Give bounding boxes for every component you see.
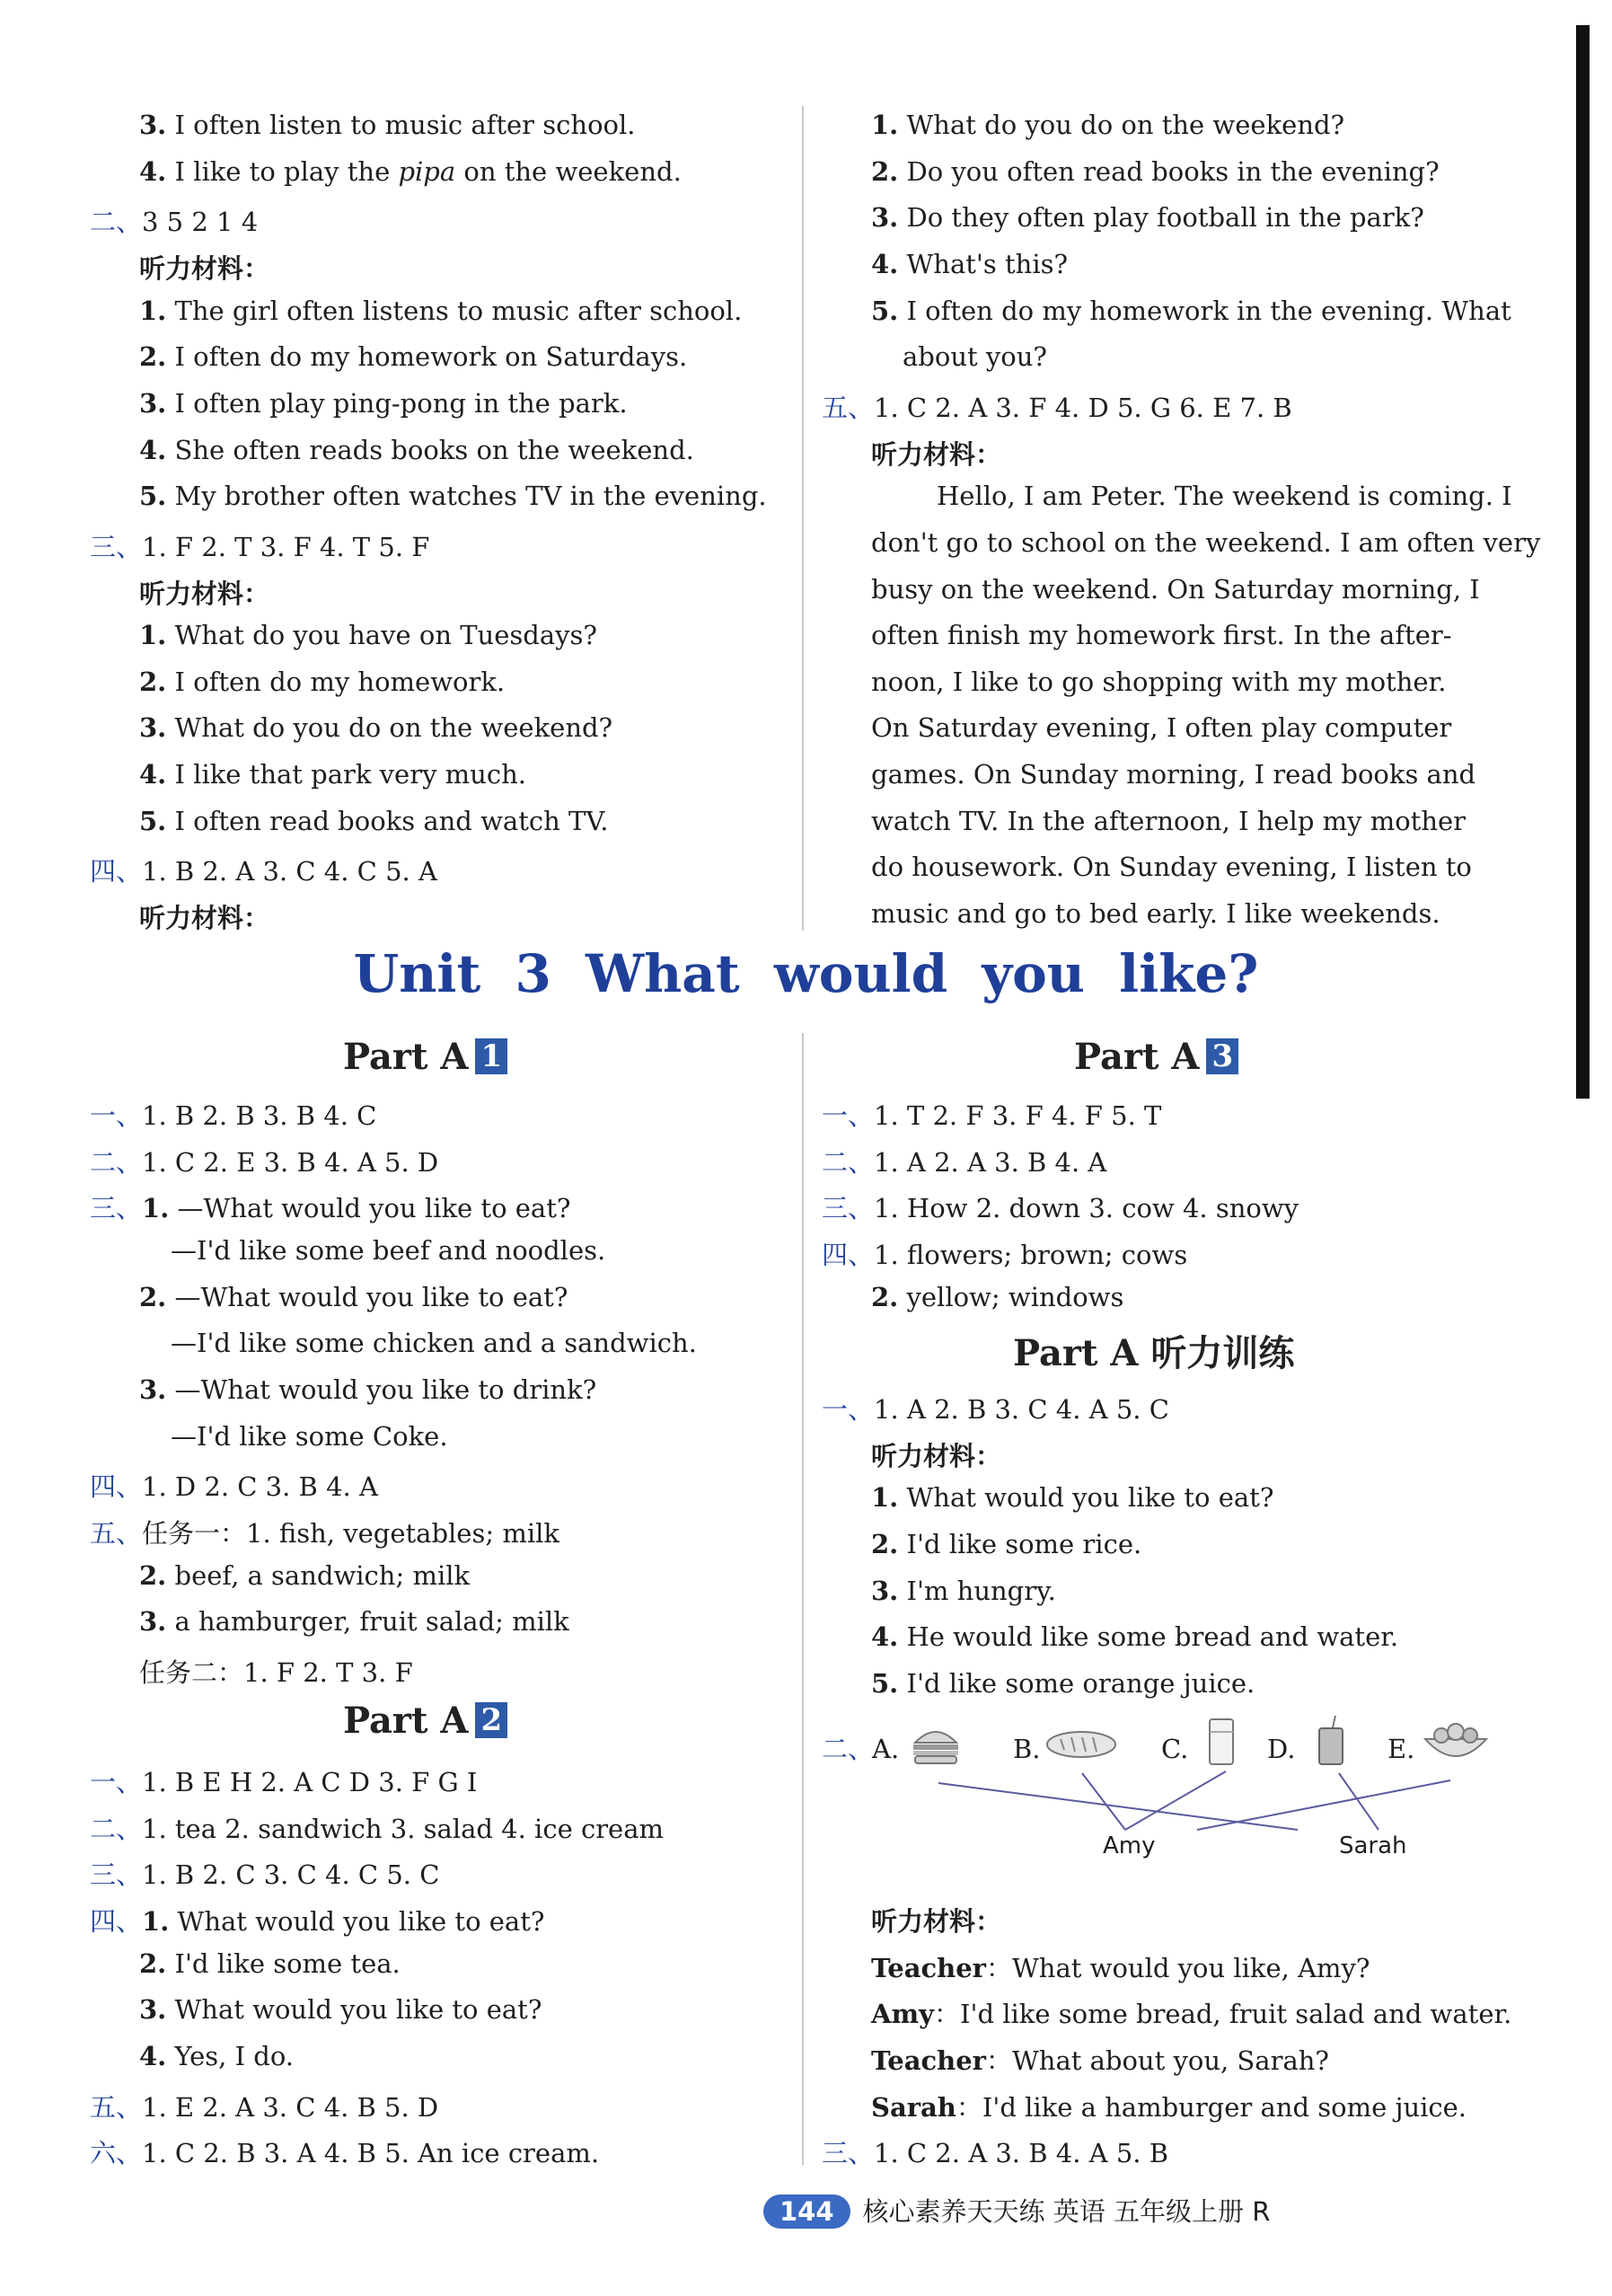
part-a-2-heading: Part A 2: [343, 1700, 507, 1742]
script-line: 3. Do they often play football in the park?: [871, 202, 1424, 233]
answer-line: 一、1. B 2. B 3. B 4. C: [90, 1100, 377, 1131]
answer-line: 四、1. flowers; brown; cows: [822, 1240, 1188, 1270]
script-line: about you?: [903, 341, 1047, 372]
listening-material-label: 听力材料：: [871, 439, 1002, 470]
answer-line: 2. —What would you like to eat?: [139, 1282, 568, 1312]
answer-line: 三、1. C 2. A 3. B 4. A 5. B: [822, 2138, 1169, 2168]
page-footer: [763, 2192, 1270, 2229]
answer-line: 4. Yes, I do.: [139, 2041, 295, 2071]
dialog-line: Teacher：What about you, Sarah?: [871, 2045, 1329, 2076]
section-two-answers: 二、3 5 2 1 4: [90, 207, 259, 237]
answer-line: —I'd like some chicken and a sandwich.: [171, 1328, 697, 1358]
answer-line: 4. I like to play the pipa on the weekend.: [139, 156, 682, 187]
answer-line: 三、1. How 2. down 3. cow 4. snowy: [822, 1193, 1299, 1223]
book-title: 核心素养天天练 英语 五年级上册 R: [862, 2196, 1271, 2227]
page-edge-bar: [1576, 25, 1590, 1099]
sarah-label: Sarah: [1339, 1832, 1407, 1859]
answer-line: 一、1. B E H 2. A C D 3. F G I: [90, 1767, 478, 1797]
part-a-3-heading: Part A 3: [1074, 1036, 1238, 1078]
listening-material-label: 听力材料：: [139, 903, 270, 933]
script-line: 1. The girl often listens to music after school.: [139, 296, 743, 326]
part-a-listening-heading: Part A 听力训练: [1013, 1332, 1295, 1374]
answer-line: 3. —What would you like to drink?: [139, 1374, 597, 1405]
passage-line: games. On Sunday morning, I read books and: [871, 759, 1476, 790]
listening-material-label: 听力材料：: [139, 578, 270, 609]
option-a-label: A.: [872, 1734, 900, 1764]
option-e-label: E.: [1387, 1734, 1415, 1764]
answer-line: 任务二：1. F 2. T 3. F: [139, 1657, 413, 1688]
script-line: 4. She often reads books on the weekend.: [139, 435, 694, 465]
script-line: 4. He would like some bread and water.: [871, 1621, 1399, 1652]
passage-line: On Saturday evening, I often play computer: [871, 712, 1452, 743]
passage-line: Hello, I am Peter. The weekend is coming. I: [937, 481, 1512, 511]
amy-label: Amy: [1103, 1832, 1156, 1859]
answer-line: 二、1. tea 2. sandwich 3. salad 4. ice cream: [90, 1814, 665, 1844]
script-line: 1. What would you like to eat?: [871, 1482, 1274, 1513]
answer-line: 2. I'd like some tea.: [139, 1948, 401, 1979]
answer-line: 二、1. C 2. E 3. B 4. A 5. D: [90, 1147, 439, 1178]
listening-material-label: 听力材料：: [871, 1906, 1002, 1937]
passage-line: often finish my homework first. In the after-: [871, 620, 1452, 650]
option-b-label: B.: [1013, 1734, 1041, 1764]
bread-icon: [1044, 1726, 1118, 1762]
script-line: 4. What's this?: [871, 249, 1069, 279]
listening-material-label: 听力材料：: [139, 253, 270, 284]
passage-line: watch TV. In the afternoon, I help my mother: [871, 806, 1467, 836]
unit-title: Unit 3 What would you like?: [353, 943, 1259, 1004]
passage-line: don't go to school on the weekend. I am often very: [871, 527, 1541, 558]
column-divider-bottom: [802, 1033, 804, 2165]
section-five-answers: 五、1. C 2. A 3. F 4. D 5. G 6. E 7. B: [822, 393, 1292, 423]
answer-line: 五、任务一：1. fish, vegetables; milk: [90, 1518, 559, 1549]
answer-line: 五、1. E 2. A 3. C 4. B 5. D: [90, 2092, 439, 2123]
fruit-salad-icon: [1422, 1719, 1490, 1764]
answer-line: 四、1. What would you like to eat?: [90, 1906, 545, 1937]
passage-line: noon, I like to go shopping with my mother.: [871, 667, 1447, 697]
section-four-answers: 四、1. B 2. A 3. C 4. C 5. A: [90, 856, 437, 887]
script-line: 1. What do you have on Tuesdays?: [139, 620, 597, 650]
script-line: 5. My brother often watches TV in the evening.: [139, 481, 767, 511]
script-line: 3. What do you do on the weekend?: [139, 712, 613, 743]
answer-line: 3. I often listen to music after school.: [139, 110, 636, 140]
script-line: 4. I like that park very much.: [139, 759, 526, 790]
page-number: 144: [763, 2194, 850, 2229]
script-line: 3. I'm hungry.: [871, 1576, 1056, 1606]
passage-line: music and go to bed early. I like weekends.: [871, 898, 1440, 929]
answer-line: 一、1. T 2. F 3. F 4. F 5. T: [822, 1100, 1162, 1131]
dialog-line: Amy：I'd like some bread, fruit salad and water.: [871, 1999, 1512, 2029]
script-line: 5. I often read books and watch TV.: [139, 806, 609, 836]
listening-material-label: 听力材料：: [871, 1441, 1002, 1471]
script-line: 2. Do you often read books in the evening?: [871, 156, 1440, 187]
answer-line: 3. What would you like to eat?: [139, 1994, 542, 2025]
answer-line: 2. beef, a sandwich; milk: [139, 1560, 471, 1591]
section-three-answers: 三、1. F 2. T 3. F 4. T 5. F: [90, 532, 430, 562]
answer-line: 2. yellow; windows: [871, 1282, 1124, 1312]
answer-line: 六、1. C 2. B 3. A 4. B 5. An ice cream.: [90, 2138, 600, 2168]
hamburger-icon: [910, 1723, 962, 1766]
column-divider-top: [802, 106, 804, 931]
answer-line: —I'd like some beef and noodles.: [171, 1235, 606, 1266]
script-line: 2. I'd like some rice.: [871, 1529, 1142, 1559]
answer-line: —I'd like some Coke.: [171, 1421, 448, 1452]
script-line: 5. I'd like some orange juice.: [871, 1668, 1255, 1699]
script-line: 2. I often do my homework.: [139, 667, 506, 697]
dialog-line: Teacher：What would you like, Amy?: [871, 1953, 1370, 1983]
answer-line: 3. a hamburger, fruit salad; milk: [139, 1606, 569, 1637]
part-a-1-heading: Part A 1: [343, 1036, 507, 1078]
answer-line: 一、1. A 2. B 3. C 4. A 5. C: [822, 1394, 1169, 1425]
script-line: 1. What do you do on the weekend?: [871, 110, 1345, 140]
option-d-label: D.: [1267, 1734, 1296, 1764]
script-line: 3. I often play ping-pong in the park.: [139, 388, 628, 419]
dialog-line: Sarah：I'd like a hamburger and some juice.: [871, 2092, 1467, 2123]
script-line: 2. I often do my homework on Saturdays.: [139, 341, 688, 372]
option-c-label: C.: [1161, 1734, 1189, 1764]
passage-line: do housework. On Sunday evening, I listen to: [871, 852, 1472, 882]
matching-section-marker: 二、: [822, 1734, 875, 1764]
juice-glass-icon: [1314, 1714, 1348, 1768]
answer-line: 三、1. B 2. C 3. C 4. C 5. C: [90, 1859, 440, 1890]
answer-line: 四、1. D 2. C 3. B 4. A: [90, 1471, 378, 1502]
answer-line: 二、1. A 2. A 3. B 4. A: [822, 1147, 1107, 1178]
passage-line: busy on the weekend. On Saturday morning, I: [871, 574, 1480, 605]
answer-line: 三、1. —What would you like to eat?: [90, 1193, 571, 1223]
script-line: 5. I often do my homework in the evening. What: [871, 296, 1511, 326]
